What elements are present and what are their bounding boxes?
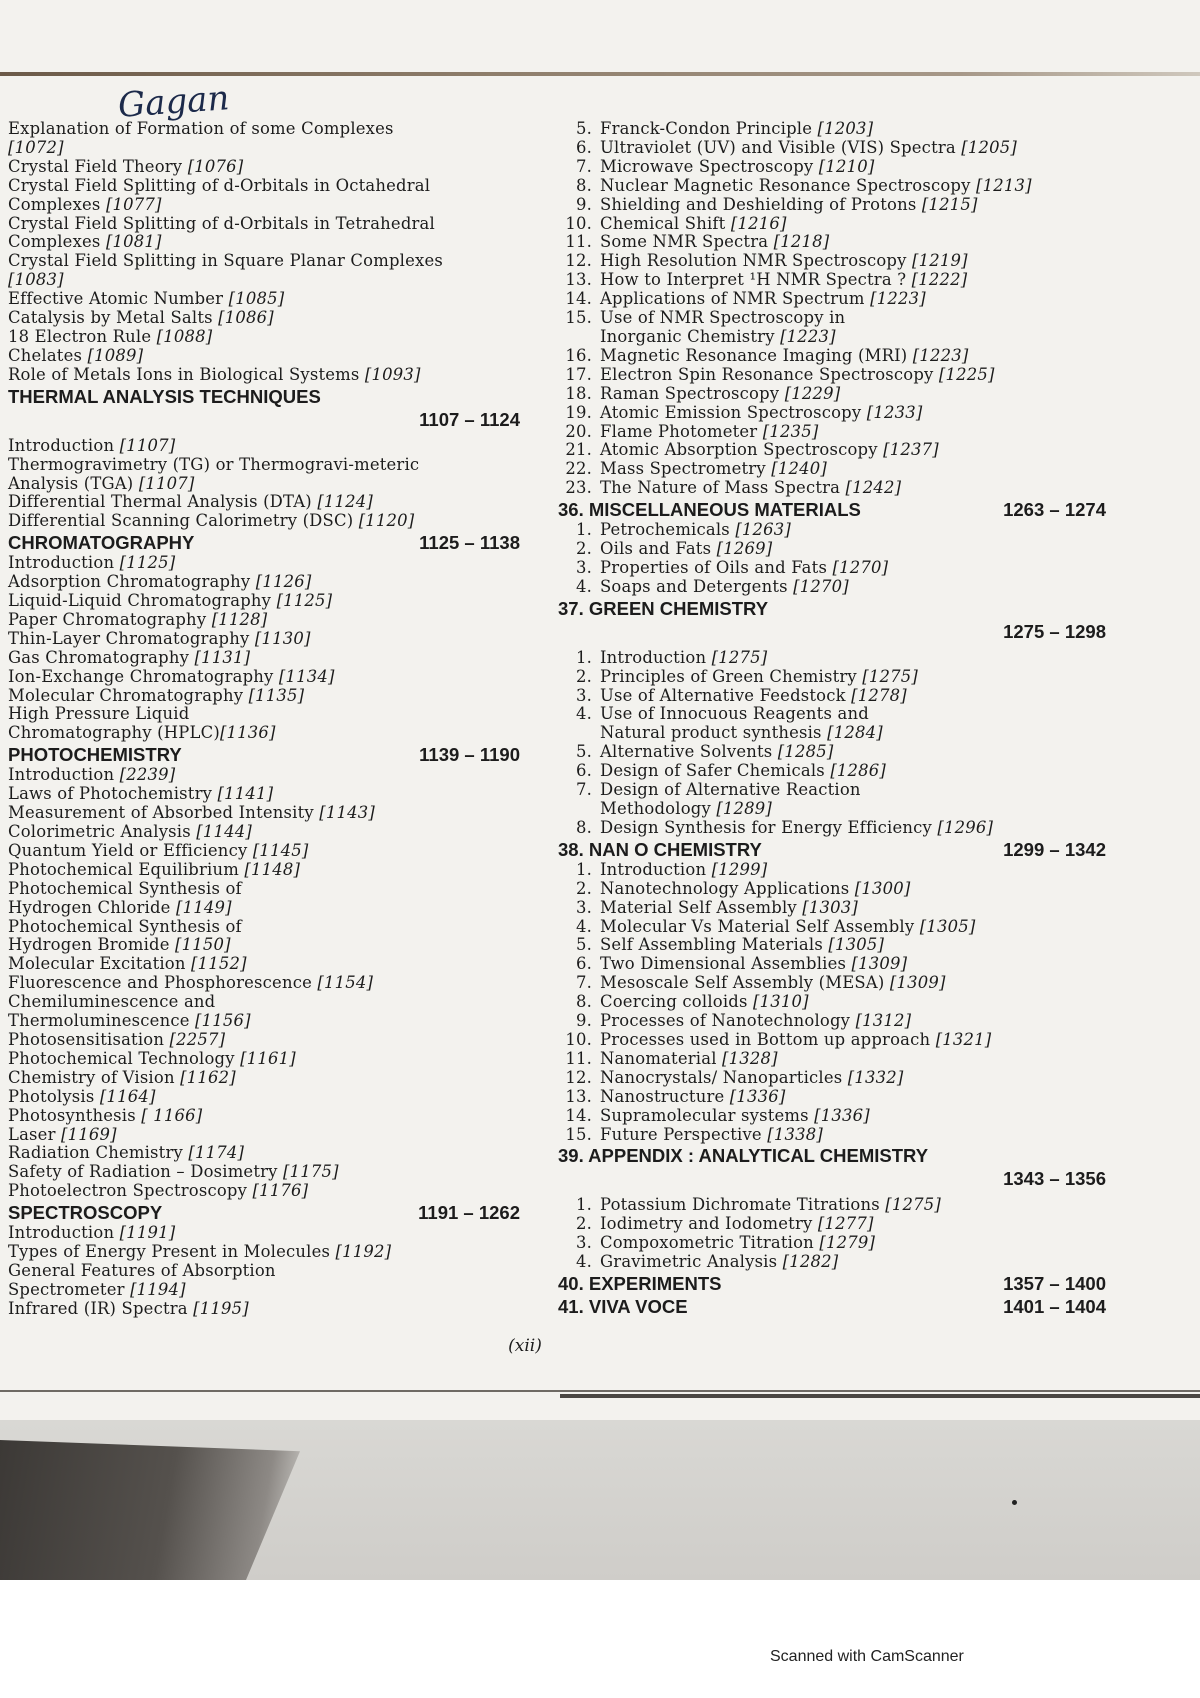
toc-entry xyxy=(558,385,1106,404)
entry-text: Gravimetric Analysis [1282] xyxy=(600,1252,839,1272)
toc-entry: Molecular Chromatography [1135] xyxy=(8,685,305,705)
entry-number: 15. xyxy=(565,1124,592,1144)
entry-number: 2. xyxy=(575,1214,592,1234)
left-column xyxy=(8,120,520,1319)
camscanner-watermark: Scanned with CamScanner xyxy=(770,1648,964,1665)
entry-number: 15. xyxy=(565,308,592,328)
entry-text: Coercing colloids [1310] xyxy=(600,992,809,1012)
entry-text: Processes of Nanotechnology [1312] xyxy=(600,1011,912,1031)
toc-entry-continuation: Methodology [1289] xyxy=(600,799,773,818)
entry-text: Introduction [1299] xyxy=(600,859,768,879)
entry-number: 8. xyxy=(575,992,592,1012)
right-column xyxy=(558,120,1106,1318)
toc-entry xyxy=(558,139,1106,158)
entry-text: Principles of Green Chemistry [1275] xyxy=(600,666,918,686)
entry-number: 3. xyxy=(575,685,592,705)
entry-text: Mesoscale Self Assembly (MESA) [1309] xyxy=(600,973,946,993)
toc-entry: Laser [1169] xyxy=(8,1124,117,1144)
toc-entry xyxy=(558,955,1106,974)
toc-entry: High Pressure Liquid xyxy=(8,704,190,724)
entry-text: Chemical Shift [1216] xyxy=(600,213,787,233)
entry-text: Nanotechnology Applications [1300] xyxy=(600,878,911,898)
section-title: THERMAL ANALYSIS TECHNIQUES xyxy=(8,385,321,407)
page-range: 1139 – 1190 xyxy=(419,744,520,766)
toc-entry xyxy=(558,196,1106,215)
entry-text: Design Synthesis for Energy Efficiency [1296] xyxy=(600,817,994,837)
entry-number: 3. xyxy=(575,557,592,577)
section-title: SPECTROSCOPY xyxy=(8,1202,163,1224)
toc-entry: Infrared (IR) Spectra [1195] xyxy=(8,1298,249,1318)
entry-number: 21. xyxy=(565,440,592,460)
toc-entry xyxy=(558,540,1106,559)
entry-number: 4. xyxy=(575,704,592,724)
toc-entry: Ion-Exchange Chromatography [1134] xyxy=(8,666,335,686)
page-range: 1275 – 1298 xyxy=(1003,620,1106,642)
entry-text: Design of Alternative Reaction xyxy=(600,780,861,800)
entry-number: 8. xyxy=(575,817,592,837)
entry-text: Mass Spectrometry [1240] xyxy=(600,459,827,479)
toc-entry: Laws of Photochemistry [1141] xyxy=(8,784,274,804)
section-heading xyxy=(558,597,1106,620)
entry-number: 11. xyxy=(565,232,592,252)
entry-text: Applications of NMR Spectrum [1223] xyxy=(600,289,926,309)
toc-entry-continuation: Natural product synthesis [1284] xyxy=(600,723,883,743)
entry-number: 13. xyxy=(565,1086,592,1106)
toc-entry xyxy=(558,918,1106,937)
toc-entry xyxy=(558,1031,1106,1050)
entry-text: Atomic Emission Spectroscopy [1233] xyxy=(600,402,923,422)
entry-text: Franck-Condon Principle [1203] xyxy=(600,119,874,138)
toc-entry xyxy=(558,762,1106,781)
toc-entry: Hydrogen Bromide [1150] xyxy=(8,935,231,955)
scan-dot xyxy=(1012,1500,1017,1505)
toc-entry xyxy=(558,1107,1106,1126)
page-range: 1357 – 1400 xyxy=(1003,1273,1106,1295)
entry-number: 2. xyxy=(575,666,592,686)
toc-entry: [1083] xyxy=(8,270,64,290)
toc-entry xyxy=(558,215,1106,234)
section-heading xyxy=(8,1201,520,1224)
entry-text: Compoxometric Titration [1279] xyxy=(600,1233,876,1253)
entry-number: 12. xyxy=(565,1067,592,1087)
entry-number: 20. xyxy=(565,421,592,441)
toc-entry: Quantum Yield or Efficiency [1145] xyxy=(8,840,309,860)
entry-text: Processes used in Bottom up approach [1321] xyxy=(600,1029,992,1049)
toc-entry xyxy=(558,1012,1106,1031)
entry-text: Nuclear Magnetic Resonance Spectroscopy [1213] xyxy=(600,175,1032,195)
toc-entry: Photosensitisation [2257] xyxy=(8,1029,226,1049)
toc-entry xyxy=(558,1069,1106,1088)
entry-text: Supramolecular systems [1336] xyxy=(600,1105,870,1125)
entry-text: Material Self Assembly [1303] xyxy=(600,897,858,917)
page-number: (xii) xyxy=(508,1336,542,1356)
toc-entry: Chemiluminescence and xyxy=(8,992,216,1012)
toc-entry: Effective Atomic Number [1085] xyxy=(8,289,285,309)
entry-text: Petrochemicals [1263] xyxy=(600,520,792,540)
toc-entry: Photolysis [1164] xyxy=(8,1086,156,1106)
entry-number: 7. xyxy=(575,973,592,993)
page-range: 1125 – 1138 xyxy=(419,532,520,554)
entry-text: Microwave Spectroscopy [1210] xyxy=(600,156,875,176)
entry-text: Use of Alternative Feedstock [1278] xyxy=(600,685,907,705)
entry-text: Potassium Dichromate Titrations [1275] xyxy=(600,1195,941,1215)
entry-text: High Resolution NMR Spectroscopy [1219] xyxy=(600,251,968,271)
section-heading xyxy=(558,498,1106,521)
entry-number: 23. xyxy=(565,478,592,498)
section-title: 40. EXPERIMENTS xyxy=(558,1273,722,1295)
toc-entry xyxy=(558,479,1106,498)
section-heading xyxy=(558,838,1106,861)
toc-entry: Introduction [1125] xyxy=(8,553,176,573)
toc-entry xyxy=(558,649,1106,668)
toc-entry xyxy=(558,233,1106,252)
handwritten-name: Gagan xyxy=(116,78,231,126)
entry-number: 9. xyxy=(575,194,592,214)
entry-number: 9. xyxy=(575,1011,592,1031)
toc-entry: Complexes [1081] xyxy=(8,232,162,252)
toc-entry xyxy=(558,252,1106,271)
entry-text: Atomic Absorption Spectroscopy [1237] xyxy=(600,440,939,460)
toc-entry xyxy=(558,1126,1106,1145)
entry-text: Electron Spin Resonance Spectroscopy [1225] xyxy=(600,364,995,384)
entry-number: 8. xyxy=(575,175,592,195)
section-heading xyxy=(8,531,520,554)
entry-text: Iodimetry and Iodometry [1277] xyxy=(600,1214,874,1234)
toc-entry: Role of Metals Ions in Biological Systems [1093] xyxy=(8,364,421,384)
toc-entry: Complexes [1077] xyxy=(8,194,162,214)
entry-number: 10. xyxy=(565,213,592,233)
section-title: 41. VIVA VOCE xyxy=(558,1296,688,1318)
toc-entry xyxy=(558,743,1106,762)
entry-number: 14. xyxy=(565,289,592,309)
toc-entry xyxy=(558,993,1106,1012)
entry-text: Two Dimensional Assemblies [1309] xyxy=(600,954,908,974)
entry-text: Properties of Oils and Fats [1270] xyxy=(600,557,889,577)
entry-number: 4. xyxy=(575,576,592,596)
toc-entry xyxy=(558,1234,1106,1253)
section-heading xyxy=(558,1295,1106,1318)
toc-entry xyxy=(558,687,1106,706)
section-heading xyxy=(558,1144,1106,1167)
toc-entry: Thin-Layer Chromatography [1130] xyxy=(8,628,311,648)
toc-entry xyxy=(558,404,1106,423)
entry-text: Soaps and Detergents [1270] xyxy=(600,576,849,596)
toc-entry: Introduction [2239] xyxy=(8,765,176,785)
entry-number: 2. xyxy=(575,878,592,898)
toc-entry xyxy=(558,578,1106,597)
section-heading xyxy=(8,743,520,766)
entry-text: Alternative Solvents [1285] xyxy=(600,742,834,762)
toc-entry xyxy=(558,974,1106,993)
toc-entry: Thermoluminescence [1156] xyxy=(8,1011,251,1031)
toc-entry: Crystal Field Splitting in Square Planar Complexes xyxy=(8,251,443,271)
page-range: 1263 – 1274 xyxy=(1003,499,1106,521)
entry-number: 12. xyxy=(565,251,592,271)
section-title: CHROMATOGRAPHY xyxy=(8,532,195,554)
page-range: 1191 – 1262 xyxy=(418,1202,520,1224)
toc-entry: Photochemical Equilibrium [1148] xyxy=(8,859,301,879)
toc-entry: Molecular Excitation [1152] xyxy=(8,954,247,974)
toc-entry: Types of Energy Present in Molecules [1192] xyxy=(8,1242,392,1262)
toc-entry: 18 Electron Rule [1088] xyxy=(8,326,213,346)
entry-number: 19. xyxy=(565,402,592,422)
toc-entry: Chemistry of Vision [1162] xyxy=(8,1067,236,1087)
toc-entry: Radiation Chemistry [1174] xyxy=(8,1143,245,1163)
toc-entry: Crystal Field Splitting of d-Orbitals in Tetrahedral xyxy=(8,213,435,233)
toc-entry: Photoelectron Spectroscopy [1176] xyxy=(8,1181,309,1201)
toc-entry xyxy=(558,521,1106,540)
toc-entry xyxy=(558,158,1106,177)
entry-text: Ultraviolet (UV) and Visible (VIS) Spectra [1205] xyxy=(600,137,1017,157)
toc-entry xyxy=(558,309,1106,328)
toc-entry xyxy=(558,781,1106,800)
entry-number: 4. xyxy=(575,1252,592,1272)
section-title: 39. APPENDIX : ANALYTICAL CHEMISTRY xyxy=(558,1145,929,1167)
toc-entry: Photochemical Synthesis of xyxy=(8,878,242,898)
entry-text: Design of Safer Chemicals [1286] xyxy=(600,761,887,781)
entry-number: 6. xyxy=(575,761,592,781)
entry-number: 2. xyxy=(575,539,592,559)
toc-entry: Catalysis by Metal Salts [1086] xyxy=(8,308,274,328)
toc-entry: Chromatography (HPLC)[1136] xyxy=(8,723,276,743)
toc-entry xyxy=(558,366,1106,385)
entry-text: Nanocrystals/ Nanoparticles [1332] xyxy=(600,1067,904,1087)
toc-entry: Spectrometer [1194] xyxy=(8,1279,186,1299)
toc-entry xyxy=(558,460,1106,479)
toc-entry xyxy=(558,423,1106,442)
section-title: 37. GREEN CHEMISTRY xyxy=(558,597,769,619)
entry-text: Nanostructure [1336] xyxy=(600,1086,786,1106)
toc-entry xyxy=(558,936,1106,955)
entry-text: Self Assembling Materials [1305] xyxy=(600,935,885,955)
toc-entry: Explanation of Formation of some Complexes xyxy=(8,119,394,138)
toc-entry xyxy=(558,559,1106,578)
entry-number: 17. xyxy=(565,364,592,384)
page-range: 1107 – 1124 xyxy=(419,408,520,430)
entry-number: 14. xyxy=(565,1105,592,1125)
toc-entry: Photochemical Technology [1161] xyxy=(8,1048,296,1068)
entry-number: 5. xyxy=(575,742,592,762)
toc-entry xyxy=(558,441,1106,460)
entry-number: 7. xyxy=(575,156,592,176)
bottom-rule xyxy=(0,1390,1200,1392)
entry-number: 5. xyxy=(575,935,592,955)
toc-entry: Differential Scanning Calorimetry (DSC) [1120] xyxy=(8,511,415,531)
entry-number: 16. xyxy=(565,345,592,365)
toc-entry xyxy=(558,177,1106,196)
toc-entry xyxy=(558,861,1106,880)
toc-entry: Introduction [1191] xyxy=(8,1223,176,1243)
toc-entry: Hydrogen Chloride [1149] xyxy=(8,897,232,917)
entry-text: Introduction [1275] xyxy=(600,647,768,667)
toc-entry: Crystal Field Splitting of d-Orbitals in Octahedral xyxy=(8,175,431,195)
toc-entry xyxy=(558,1088,1106,1107)
entry-number: 1. xyxy=(575,1195,592,1215)
toc-entry xyxy=(558,1196,1106,1215)
section-heading xyxy=(558,1272,1106,1295)
section-title: PHOTOCHEMISTRY xyxy=(8,744,182,766)
toc-entry xyxy=(558,819,1106,838)
entry-number: 4. xyxy=(575,916,592,936)
entry-text: Use of Innocuous Reagents and xyxy=(600,704,869,724)
toc-entry: Photochemical Synthesis of xyxy=(8,916,242,936)
toc-entry xyxy=(558,1050,1106,1069)
entry-number: 6. xyxy=(575,137,592,157)
toc-entry: Gas Chromatography [1131] xyxy=(8,647,251,667)
entry-number: 11. xyxy=(565,1048,592,1068)
entry-number: 7. xyxy=(575,780,592,800)
top-rule xyxy=(0,72,1200,76)
toc-entry xyxy=(558,120,1106,139)
toc-entry xyxy=(558,705,1106,724)
toc-entry: General Features of Absorption xyxy=(8,1260,276,1280)
toc-entry xyxy=(558,899,1106,918)
page-range: 1299 – 1342 xyxy=(1003,838,1106,860)
footer-area xyxy=(0,1580,1200,1698)
toc-entry: [1072] xyxy=(8,137,64,157)
entry-number: 1. xyxy=(575,859,592,879)
section-title: 38. NAN O CHEMISTRY xyxy=(558,838,762,860)
toc-entry: Chelates [1089] xyxy=(8,345,144,365)
entry-text: Use of NMR Spectroscopy in xyxy=(600,308,846,328)
toc-entry: Introduction [1107] xyxy=(8,435,176,455)
toc-entry: Paper Chromatography [1128] xyxy=(8,609,268,629)
toc-entry xyxy=(558,290,1106,309)
entry-text: Molecular Vs Material Self Assembly [1305] xyxy=(600,916,976,936)
toc-entry: Liquid-Liquid Chromatography [1125] xyxy=(8,591,333,611)
toc-entry: Adsorption Chromatography [1126] xyxy=(8,572,312,592)
bottom-rule-thick xyxy=(560,1394,1200,1398)
entry-number: 13. xyxy=(565,270,592,290)
entry-text: Shielding and Deshielding of Protons [1215] xyxy=(600,194,978,214)
toc-entry: Colorimetric Analysis [1144] xyxy=(8,822,252,841)
toc-entry xyxy=(558,880,1106,899)
toc-entry-continuation: Inorganic Chemistry [1223] xyxy=(600,326,836,346)
entry-text: The Nature of Mass Spectra [1242] xyxy=(600,478,902,498)
entry-number: 6. xyxy=(575,954,592,974)
entry-text: Oils and Fats [1269] xyxy=(600,539,773,559)
toc-entry: Analysis (TGA) [1107] xyxy=(8,473,195,493)
entry-text: Future Perspective [1338] xyxy=(600,1124,823,1144)
entry-text: Nanomaterial [1328] xyxy=(600,1048,778,1068)
toc-entry xyxy=(558,1253,1106,1272)
toc-entry xyxy=(558,668,1106,687)
entry-text: Raman Spectroscopy [1229] xyxy=(600,383,841,403)
entry-number: 18. xyxy=(565,383,592,403)
toc-entry: Crystal Field Theory [1076] xyxy=(8,156,244,176)
toc-entry xyxy=(558,347,1106,366)
entry-text: Flame Photometer [1235] xyxy=(600,421,819,441)
entry-text: How to Interpret ¹H NMR Spectra ? [1222] xyxy=(600,270,968,290)
toc-entry: Photosynthesis [ 1166] xyxy=(8,1105,203,1125)
toc-entry xyxy=(558,1215,1106,1234)
toc-entry: Safety of Radiation – Dosimetry [1175] xyxy=(8,1162,339,1182)
toc-entry xyxy=(558,271,1106,290)
section-heading xyxy=(8,385,520,408)
entry-number: 1. xyxy=(575,647,592,667)
toc-entry: Thermogravimetry (TG) or Thermogravi-meteric xyxy=(8,454,420,474)
entry-text: Magnetic Resonance Imaging (MRI) [1223] xyxy=(600,345,969,365)
toc-entry: Fluorescence and Phosphorescence [1154] xyxy=(8,973,374,993)
entry-number: 5. xyxy=(575,119,592,138)
entry-number: 3. xyxy=(575,897,592,917)
toc-entry: Differential Thermal Analysis (DTA) [1124] xyxy=(8,492,374,512)
page-range: 1343 – 1356 xyxy=(1003,1168,1106,1190)
entry-number: 1. xyxy=(575,520,592,540)
entry-number: 10. xyxy=(565,1029,592,1049)
entry-number: 22. xyxy=(565,459,592,479)
toc-entry: Measurement of Absorbed Intensity [1143] xyxy=(8,803,375,823)
page-range: 1401 – 1404 xyxy=(1003,1296,1106,1318)
entry-number: 3. xyxy=(575,1233,592,1253)
entry-text: Some NMR Spectra [1218] xyxy=(600,232,830,252)
section-title: 36. MISCELLANEOUS MATERIALS xyxy=(558,499,861,521)
